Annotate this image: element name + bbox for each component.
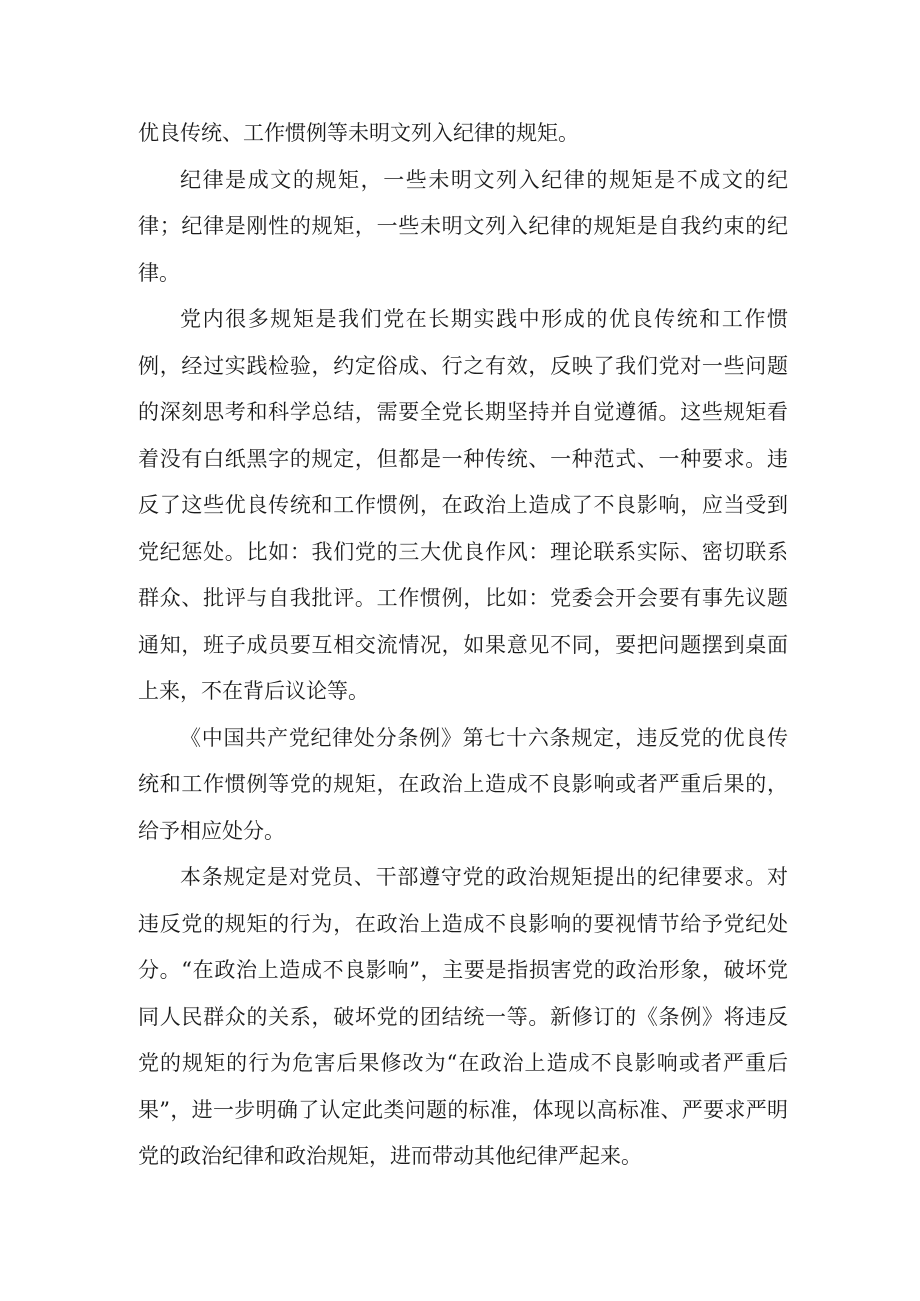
paragraph-3: 党内很多规矩是我们党在长期实践中形成的优良传统和工作惯例，经过实践检验，约定俗成、行之有效，反映了我们党对一些问题的深刻思考和科学总结，需要全党长期坚持并自觉遵循。这些规矩看着没有白纸黑字的规定，但都是一种传统、一种范式、一种要求。违反了这些优良传统和工作惯例，在政治上造成了不良影响，应当受到党纪惩处。比如：我们党的三大优良作风：理论联系实际、密切联系群众、批评与自我批评。工作惯例，比如：党委会开会要有事先议题通知，班子成员要互相交流情况，如果意见不同，要把问题摆到桌面上来，不在背后议论等。	[138, 307, 788, 703]
paragraph-1: 优良传统、工作惯例等未明文列入纪律的规矩。	[138, 121, 579, 145]
paragraph-4: 《中国共产党纪律处分条例》第七十六条规定，违反党的优良传统和工作惯例等党的规矩，在政治上造成不良影响或者严重后果的，给予相应处分。	[138, 725, 788, 843]
paragraph-2: 纪律是成文的规矩，一些未明文列入纪律的规矩是不成文的纪律；纪律是刚性的规矩，一些未明文列入纪律的规矩是自我约束的纪律。	[138, 167, 788, 285]
paragraph-5: 本条规定是对党员、干部遵守党的政治规矩提出的纪律要求。对违反党的规矩的行为，在政治上造成不良影响的要视情节给予党纪处分。“在政治上造成不良影响”，主要是指损害党的政治形象，破坏党同人民群众的关系，破坏党的团结统一等。新修订的《条例》将违反党的规矩的行为危害后果修改为“在政治上造成不良影响或者严重后果”，进一步明确了认定此类问题的标准，体现以高标准、严要求严明党的政治纪律和政治规矩，进而带动其他纪律严起来。	[138, 865, 788, 1168]
document-body	[138, 110, 788, 1180]
